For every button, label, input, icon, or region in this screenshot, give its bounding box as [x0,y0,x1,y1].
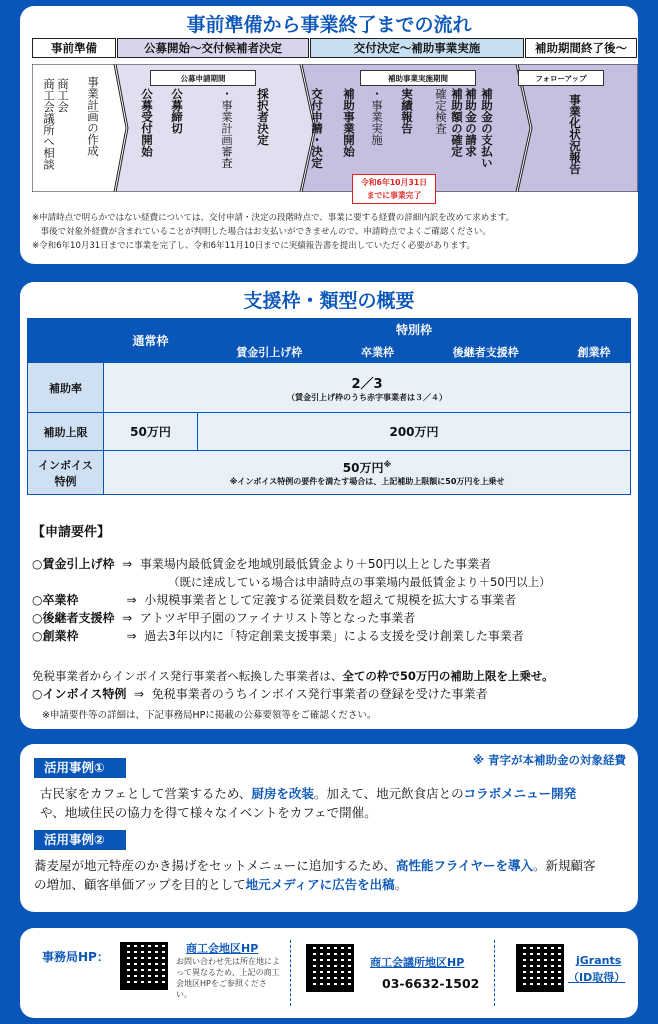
req-successor [32,610,415,626]
step-close: 公募締切 [170,88,184,134]
deadline-line1: 令和6年10月31日 [360,178,428,187]
qr-code-icon[interactable] [306,944,354,992]
invoice-value: 50万円 [342,460,384,475]
footer-label: 事務局HP： [42,950,109,964]
footer-phone: 03-6632-1502 [382,976,480,991]
req-startup-name: ○創業枠 [32,629,79,643]
case2-e: 地元メディアに広告を出稿 [245,877,395,892]
case2-a: 蕎麦屋が地元特産のかき揚げをセットメニューに追加するため、 [34,858,396,873]
req-successor-text: アトツギ甲子園のファイナリスト等となった事業者 [139,611,416,625]
invoice-req-text: 免税事業者のうちインボイス発行事業者の登録を受けた事業者 [151,687,488,701]
link-shokokaigisho[interactable]: 商工会議所地区HP [370,956,465,969]
req-wage [32,556,491,572]
header-graduate: 卒業枠 [341,341,414,363]
deadline-line2: までに事業完了 [366,191,422,200]
invoice-label-2: 特例 [54,474,77,488]
case1-a: 古民家をカフェとして営業するため、 [40,786,252,801]
invoice-label-1: インボイス [38,458,93,472]
phase-after: 補助期間終了後～ [525,38,637,58]
step-review: ・事業計画審査 [220,88,234,169]
req-graduate-text: 小規模事業者として定義する従業員数を超えて規模を拡大する事業者 [144,593,517,607]
step-status-report: 事業化状況報告 [568,94,582,175]
req-wage-sub: （既に達成している場合は申請時点の事業場内最低賃金より＋50円以上） [168,575,551,589]
qr-code-icon[interactable] [120,942,168,990]
deadline-badge [352,174,436,204]
case2-tag: 活用事例② [34,830,126,850]
phase-implement: 交付決定～補助事業実施 [310,38,524,58]
row-invoice-label [28,451,104,495]
flow-note-3: ※令和6年10月31日までに事業を完了し、令和6年11月10日までに実績報告書を提出していただく必要があります。 [32,241,476,251]
req-wage-text: 事業場内最低賃金を地域別最低賃金より＋50円以上とした事業者 [139,557,492,571]
phase-recruit: 公募開始～交付候補者決定 [117,38,309,58]
sublabel-recruit: 公募申請期間 [150,70,256,86]
step-pay: 補助金の支払い [480,88,494,169]
invoice-para-pre: 免税事業者からインボイス発行事業者へ転換した事業者は、 [32,669,343,683]
req-startup-text: 過去3年以内に「特定創業支援事業」による支援を受け創業した事業者 [144,629,524,643]
flow-title: 事前準備から事業終了までの流れ [186,14,472,36]
invoice-req-arrow: ⇒ [134,687,145,701]
cases-legend: ※ 青字が本補助金の対象経費 [472,753,626,767]
case2-c: 。新規顧客 [533,858,596,873]
limit-special: 200万円 [198,413,631,451]
case1-tag: 活用事例① [34,758,126,778]
req-graduate-name: ○卒業枠 [32,593,79,607]
support-panel [20,282,638,729]
table-corner [28,319,104,363]
qr-code-icon[interactable] [516,944,564,992]
step-exec: ・事業実施 [370,88,384,146]
case1-d: コラボメニュー開発 [463,786,577,801]
row-rate-label: 補助率 [28,363,104,413]
header-startup: 創業枠 [558,341,631,363]
invoice-req [32,686,488,702]
link-shokokai[interactable]: 商工会地区HP [186,942,259,955]
footer-divider-2 [494,940,495,1006]
header-successor: 後継者支援枠 [414,341,558,363]
flow-note-1: ※申請時点で明らかではない経費については、交付申請・決定の段階時点で、事業に要する経費の詳細内訳を改めて求めます。 [32,213,515,223]
header-wage: 賃金引上げ枠 [198,341,342,363]
row-invoice-value [104,451,631,495]
req-graduate-arrow: ⇒ [126,593,137,607]
case2-f: 。 [394,877,408,892]
header-normal: 通常枠 [104,319,198,363]
step-open: 公募受付開始 [140,88,154,157]
row-rate-value [104,363,631,413]
req-successor-arrow: ⇒ [122,611,133,625]
req-startup [32,628,524,644]
step-consult: 商工会 商工会議所へ相談 [42,78,70,170]
link-jgrants-id[interactable]: （ID取得） [568,971,626,984]
link-jgrants[interactable]: jGrants [576,954,622,967]
step-claim: 補助金の請求 [464,88,478,157]
invoice-para [32,668,554,684]
case1-b: 厨房を改装 [251,786,314,801]
case2-d: の増加、顧客単価アップを目的として [34,877,246,892]
step-report: 実績報告 [400,88,414,134]
header-special: 特別枠 [198,319,631,341]
step-start: 補助事業開始 [342,88,356,157]
case1-text [40,784,576,822]
flow-panel [20,6,638,264]
step-select: 採択者決定 [256,88,270,146]
case2-b: 高性能フライヤーを導入 [395,858,534,873]
row-limit-label: 補助上限 [28,413,104,451]
support-title: 支援枠・類型の概要 [243,290,415,312]
req-wage-name: ○賃金引上げ枠 [32,557,115,571]
limit-normal: 50万円 [104,413,198,451]
footer-divider-1 [290,940,291,1006]
flow-note-2: 事後で対象外経費が含まれていることが判明した場合はお支払いができませんので、申請時点でよくご確認ください。 [32,227,491,237]
step-fix: 補助額の確定 [450,88,464,157]
req-title: 【申請要件】 [32,525,111,540]
phase-prep: 事前準備 [32,38,116,58]
req-graduate [32,592,516,608]
rate-value: 2／3 [351,376,383,392]
footer-note: お問い合わせ先は所在地によって異なるため、上記の商工会地区HPをご参照ください。 [176,957,280,999]
step-inspect: 確定検査 [434,88,448,134]
req-startup-arrow: ⇒ [126,629,137,643]
case1-e: や、地域住民の協力を得て様々なイベントをカフェで開催。 [40,805,377,820]
invoice-mark: ※ [383,459,392,469]
cases-panel [20,744,638,912]
detail-note: ※申請要件等の詳細は、下記事務局HPに掲載の公募要領等をご確認ください。 [42,710,377,721]
req-successor-name: ○後継者支援枠 [32,611,115,625]
invoice-req-name: ○インボイス特例 [32,687,127,701]
case2-text [34,856,596,894]
sublabel-followup: フォローアップ [518,70,604,86]
invoice-note: ※インボイス特例の要件を満たす場合は、上記補助上限額に50万円を上乗せ [229,476,505,486]
step-plan: 事業計画の作成 [86,76,100,157]
invoice-para-bold: 全ての枠で50万円の補助上限を上乗せ。 [342,669,554,683]
footer-panel [20,928,638,1018]
support-table [27,318,631,495]
req-wage-arrow: ⇒ [122,557,133,571]
step-grant: 交付申請・決定 [310,88,324,169]
rate-note: （賃金引上げ枠のうち赤字事業者は３／４） [287,392,447,402]
sublabel-implement: 補助事業実施期間 [360,70,476,86]
case1-c: 。加えて、地元飲食店との [313,786,464,801]
